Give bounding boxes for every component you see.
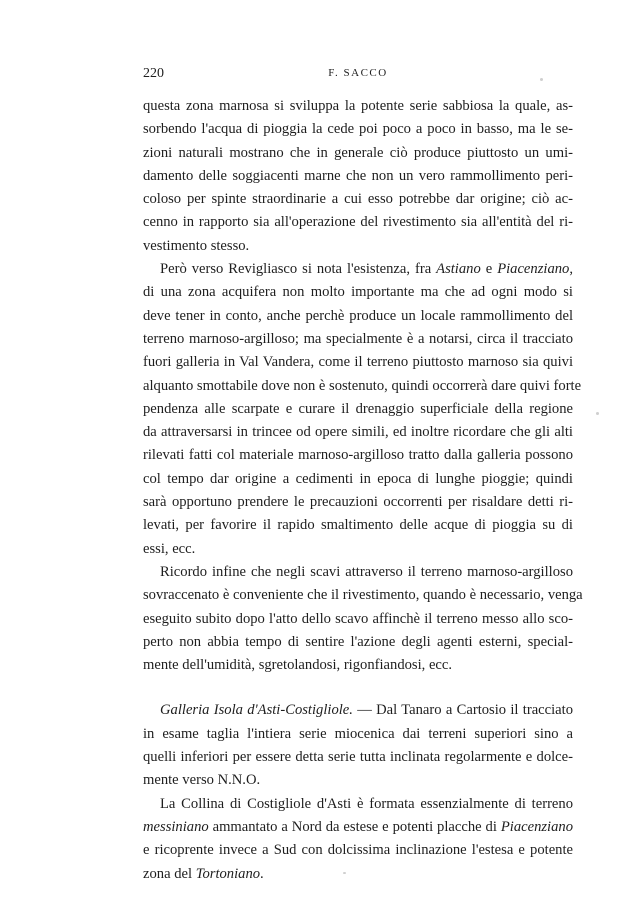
text-line: sorbendo l'acqua di pioggia la cede poi poco a poco in basso, ma le se- bbox=[143, 121, 573, 138]
page-speck bbox=[343, 872, 346, 874]
text-line: cenno in rapporto sia all'operazione del rivestimento sia all'entità del ri- bbox=[143, 214, 573, 231]
text-line: Però verso Revigliasco si nota l'esistenza, fra Astiano e Piacenziano, bbox=[160, 261, 573, 278]
text-line: sarà opportuno prendere le precauzioni occorrenti per risaldare detti ri- bbox=[143, 494, 573, 511]
page-speck bbox=[596, 412, 599, 415]
text-line: di una zona acquifera non molto importante ma che ad ogni modo si bbox=[143, 284, 573, 301]
text-line: coloso per spinte straordinarie a cui esso potrebbe dar origine; ciò ac- bbox=[143, 191, 573, 208]
text-line: vestimento stesso. bbox=[143, 237, 250, 254]
text-line: col tempo dar origine a cedimenti in epoca di lunghe pioggie; quindi bbox=[143, 470, 573, 487]
text-line: eseguito subito dopo l'atto dello scavo affinchè il terreno messo allo sco- bbox=[143, 610, 573, 627]
page-header bbox=[143, 66, 573, 86]
paragraph bbox=[143, 699, 573, 792]
paragraph bbox=[143, 793, 573, 886]
text-line: zona del Tortoniano. bbox=[143, 865, 264, 882]
text-line: zioni naturali mostrano che in generale ciò produce piuttosto un umi- bbox=[143, 144, 573, 161]
paragraph bbox=[143, 258, 582, 561]
body-text bbox=[143, 95, 583, 886]
text-line: perto non abbia tempo di sentire l'azione degli agenti esterni, special- bbox=[143, 633, 573, 650]
paragraph bbox=[143, 561, 583, 677]
text-line: Galleria Isola d'Asti-Costigliole. — Dal Tanaro a Cartosio il tracciato bbox=[160, 702, 574, 719]
text-line: pendenza alle scarpate e curare il drenaggio superficiale della regione bbox=[143, 400, 573, 417]
text-line: rilevati fatti col materiale marnoso-argilloso tratto dalla galleria possono bbox=[143, 447, 573, 464]
text-line: messiniano ammantato a Nord da estese e potenti placche di Piacenziano bbox=[143, 818, 573, 835]
running-head: F. SACCO bbox=[328, 67, 388, 79]
page-number: 220 bbox=[143, 66, 164, 81]
text-line: damento delle soggiacenti marne che non un vero rammollimento peri- bbox=[143, 167, 573, 184]
paragraph-gap bbox=[143, 677, 573, 699]
text-line: terreno marnoso-argilloso; ma specialmente è a notarsi, circa il tracciato bbox=[143, 330, 573, 347]
text-line: in esame taglia l'intiera serie miocenica dai terreni superiori sino a bbox=[143, 725, 573, 742]
text-line: mente dell'umidità, sgretolandosi, rigonfiandosi, ecc. bbox=[143, 657, 453, 674]
text-line: levati, per favorire il rapido smaltimento delle acque di pioggia su di bbox=[143, 517, 573, 534]
text-line: essi, ecc. bbox=[143, 540, 196, 557]
text-line: mente verso N.N.O. bbox=[143, 772, 261, 789]
text-line: e ricoprente invece a Sud con dolcissima inclinazione l'estesa e potente bbox=[143, 842, 573, 859]
text-line: alquanto smottabile dove non è sostenuto, quindi occorrerà dare quivi forte bbox=[143, 377, 582, 394]
text-line: quelli inferiori per essere detta serie tutta inclinata regolarmente e dolce- bbox=[143, 749, 573, 766]
text-line: fuori galleria in Val Vandera, come il terreno piuttosto marnoso sia quivi bbox=[143, 354, 573, 371]
text-line: La Collina di Costigliole d'Asti è formata essenzialmente di terreno bbox=[160, 795, 573, 812]
text-line: sovraccenato è conveniente che il rivestimento, quando è necessario, venga bbox=[143, 587, 583, 604]
page-speck bbox=[540, 78, 543, 81]
text-line: questa zona marnosa si sviluppa la potente serie sabbiosa la quale, as- bbox=[143, 98, 573, 114]
text-line: da attraversarsi in trincee od opere simili, ed inoltre ricordare che gli alti bbox=[143, 424, 573, 441]
text-line: deve tener in conto, anche perchè produce un locale rammollimento del bbox=[143, 307, 573, 324]
text-line: Ricordo infine che negli scavi attraverso il terreno marnoso-argilloso bbox=[160, 563, 573, 580]
paragraph bbox=[143, 95, 573, 258]
